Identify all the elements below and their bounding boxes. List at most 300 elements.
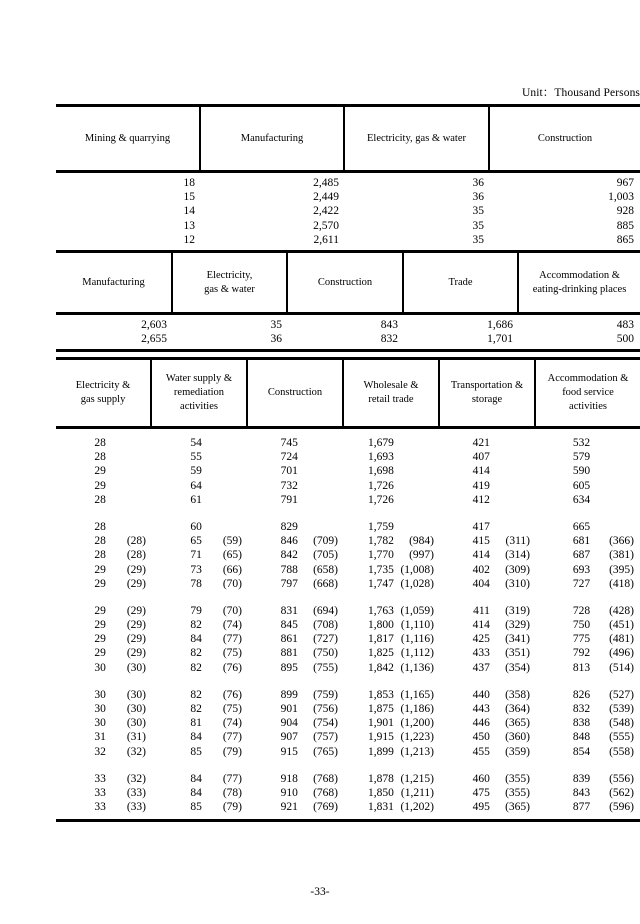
data-cell-value: 440 xyxy=(472,688,490,701)
data-cell-parenthetical: (1,116) xyxy=(400,633,434,646)
data-cell-value: 1,850 xyxy=(368,786,394,799)
data-cell-value: 1,842 xyxy=(368,661,394,674)
data-cell xyxy=(440,618,536,632)
data-cell-parenthetical xyxy=(396,464,440,478)
data-cell-parenthetical: (708) xyxy=(313,619,338,632)
data-cell xyxy=(152,786,248,800)
data-cell xyxy=(56,548,152,562)
data-cell-parenthetical: (527) xyxy=(609,688,634,701)
table-row xyxy=(56,702,640,716)
data-cell-parenthetical: (558) xyxy=(609,745,634,758)
data-cell-value: 907 xyxy=(280,731,298,744)
data-cell xyxy=(248,493,344,507)
row-group-spacer xyxy=(56,507,640,520)
data-cell xyxy=(56,688,152,702)
data-cell-value: 1,825 xyxy=(368,647,394,660)
data-cell-value: 1,782 xyxy=(368,535,394,548)
data-cell xyxy=(56,577,152,591)
data-cell xyxy=(440,702,536,716)
data-cell-value: 419 xyxy=(472,479,490,492)
data-cell-parenthetical xyxy=(204,493,248,507)
data-cell-parenthetical: (381) xyxy=(609,549,634,562)
data-cell xyxy=(248,563,344,577)
data-cell: 36 xyxy=(270,333,282,346)
data-cell xyxy=(152,730,248,744)
data-cell xyxy=(56,702,152,716)
data-cell-value: 411 xyxy=(473,604,490,617)
data-cell xyxy=(152,688,248,702)
data-cell-parenthetical xyxy=(592,436,640,450)
data-cell-value: 450 xyxy=(472,731,490,744)
data-cell-parenthetical: (1,136) xyxy=(400,661,434,674)
data-cell-parenthetical: (354) xyxy=(505,661,530,674)
data-cell-value: 28 xyxy=(94,520,106,533)
data-cell-parenthetical xyxy=(300,436,344,450)
data-cell-parenthetical: (1,008) xyxy=(400,563,434,576)
column-header-label: Wholesale & retail trade xyxy=(363,380,419,405)
data-cell-value: 421 xyxy=(472,437,490,449)
data-cell xyxy=(344,688,440,702)
data-cell xyxy=(344,772,440,786)
data-cell xyxy=(536,563,640,577)
data-cell-parenthetical: (428) xyxy=(609,604,634,617)
data-cell-value: 446 xyxy=(472,717,490,730)
data-cell-value: 915 xyxy=(280,745,298,758)
data-cell xyxy=(56,436,152,450)
data-cell-parenthetical: (395) xyxy=(609,563,634,576)
data-cell-parenthetical: (74) xyxy=(222,619,242,632)
data-cell-value: 832 xyxy=(572,703,591,715)
data-cell xyxy=(536,493,640,507)
data-cell-value: 845 xyxy=(280,619,298,632)
data-cell-value: 414 xyxy=(472,619,490,632)
data-cell-value: 29 xyxy=(94,647,106,660)
data-cell xyxy=(344,604,440,618)
data-cell xyxy=(344,479,440,493)
data-cell xyxy=(536,618,640,632)
data-cell: 1,686 xyxy=(487,319,513,331)
column-header xyxy=(490,107,640,170)
data-cell xyxy=(440,772,536,786)
data-cell-parenthetical: (75) xyxy=(222,703,242,715)
data-cell-parenthetical: (319) xyxy=(505,604,530,617)
data-cell-value: 443 xyxy=(472,703,490,715)
data-cell-parenthetical: (32) xyxy=(126,745,146,758)
table-row xyxy=(56,716,640,730)
data-cell-parenthetical: (355) xyxy=(505,786,530,799)
data-cell-value: 29 xyxy=(94,604,106,617)
data-cell-value: 634 xyxy=(572,493,591,506)
data-cell-value: 728 xyxy=(572,604,591,617)
table-row xyxy=(56,332,640,346)
data-cell xyxy=(344,618,440,632)
data-cell-parenthetical: (1,213) xyxy=(400,745,434,758)
data-cell-value: 797 xyxy=(280,577,298,590)
table-row xyxy=(56,730,640,744)
data-cell-parenthetical xyxy=(300,520,344,534)
data-cell-value: 590 xyxy=(572,465,591,478)
data-cell xyxy=(440,730,536,744)
table-2-bottom-rule xyxy=(56,349,640,352)
data-cell-value: 1,878 xyxy=(368,772,394,785)
data-cell-value: 775 xyxy=(572,633,591,646)
data-cell xyxy=(152,772,248,786)
data-cell xyxy=(248,661,344,675)
table-row xyxy=(56,464,640,478)
data-cell-value: 85 xyxy=(190,745,202,758)
column-header-label: Transportation & storage xyxy=(450,380,524,405)
table-2 xyxy=(56,250,640,352)
table-row xyxy=(56,436,640,450)
data-cell xyxy=(248,745,344,759)
data-cell-value: 1,853 xyxy=(368,688,394,701)
data-cell xyxy=(344,786,440,800)
data-cell-value: 84 xyxy=(190,786,202,799)
table-3-bottom-rule xyxy=(56,819,640,822)
data-cell-value: 895 xyxy=(280,661,298,674)
data-cell-value: 28 xyxy=(94,493,106,506)
data-cell xyxy=(248,772,344,786)
data-cell-value: 414 xyxy=(472,465,490,478)
data-cell-parenthetical: (555) xyxy=(609,731,634,744)
data-cell-value: 82 xyxy=(190,661,202,674)
data-cell xyxy=(440,632,536,646)
data-cell-value: 854 xyxy=(572,745,591,758)
data-cell xyxy=(248,786,344,800)
table-1-header-row xyxy=(56,107,640,170)
data-cell xyxy=(56,730,152,744)
data-cell-parenthetical: (727) xyxy=(313,633,338,646)
data-cell xyxy=(344,534,440,548)
data-cell xyxy=(248,632,344,646)
data-cell-parenthetical: (1,215) xyxy=(400,772,434,785)
data-cell-parenthetical xyxy=(492,520,536,534)
data-cell-value: 1,901 xyxy=(368,717,394,730)
data-cell xyxy=(440,450,536,464)
table-row xyxy=(56,745,640,759)
data-cell-parenthetical: (359) xyxy=(505,745,530,758)
data-cell-value: 910 xyxy=(280,786,298,799)
table-row xyxy=(56,786,640,800)
data-cell-parenthetical: (311) xyxy=(505,535,530,548)
data-cell-value: 1,726 xyxy=(368,493,394,506)
data-cell xyxy=(56,493,152,507)
data-cell-parenthetical: (768) xyxy=(313,786,338,799)
data-cell xyxy=(152,618,248,632)
data-cell-parenthetical: (365) xyxy=(505,717,530,730)
table-row xyxy=(56,604,640,618)
table-row xyxy=(56,688,640,702)
table-row xyxy=(56,520,640,534)
data-cell-parenthetical: (997) xyxy=(409,549,434,562)
data-cell xyxy=(56,618,152,632)
data-cell-value: 846 xyxy=(280,535,298,548)
data-cell-value: 831 xyxy=(280,604,298,617)
data-cell xyxy=(152,632,248,646)
data-cell-value: 417 xyxy=(472,520,490,533)
data-cell xyxy=(56,786,152,800)
data-cell-parenthetical: (77) xyxy=(222,731,242,744)
data-cell-parenthetical: (556) xyxy=(609,772,634,785)
column-header-label: Water supply & remediation activities xyxy=(165,373,233,412)
data-cell xyxy=(344,577,440,591)
data-cell-parenthetical: (1,200) xyxy=(400,717,434,730)
data-cell-value: 402 xyxy=(472,563,490,576)
data-cell-parenthetical: (418) xyxy=(609,577,634,590)
data-cell xyxy=(536,702,640,716)
data-cell xyxy=(152,436,248,450)
data-cell-value: 532 xyxy=(572,437,591,449)
column-header xyxy=(288,253,404,312)
data-cell-parenthetical: (329) xyxy=(505,619,530,632)
table-1 xyxy=(56,104,640,253)
data-cell-parenthetical: (70) xyxy=(222,604,242,617)
data-cell-parenthetical: (28) xyxy=(126,549,146,562)
data-cell-value: 30 xyxy=(94,703,106,715)
data-cell-parenthetical: (33) xyxy=(126,786,146,799)
data-cell xyxy=(56,464,152,478)
data-cell xyxy=(248,479,344,493)
data-cell-parenthetical xyxy=(396,520,440,534)
data-cell-parenthetical: (76) xyxy=(222,661,242,674)
data-cell-parenthetical: (451) xyxy=(609,619,634,632)
column-header-label: Manufacturing xyxy=(240,132,304,144)
data-cell-parenthetical xyxy=(300,450,344,464)
data-cell-value: 904 xyxy=(280,717,298,730)
column-header xyxy=(173,253,288,312)
data-cell xyxy=(440,493,536,507)
data-cell xyxy=(344,632,440,646)
column-header xyxy=(201,107,345,170)
data-cell-parenthetical: (29) xyxy=(126,563,146,576)
data-cell-parenthetical: (79) xyxy=(222,745,242,758)
data-cell xyxy=(440,604,536,618)
data-cell xyxy=(152,577,248,591)
data-cell-value: 82 xyxy=(190,688,202,701)
data-cell: 1,003 xyxy=(608,191,634,204)
data-cell-value: 1,770 xyxy=(368,549,394,562)
data-cell-parenthetical: (29) xyxy=(126,577,146,590)
data-cell-value: 84 xyxy=(190,633,202,646)
data-cell: 928 xyxy=(616,205,634,218)
row-group-spacer xyxy=(56,675,640,688)
data-cell-value: 71 xyxy=(190,549,202,562)
data-cell-parenthetical: (358) xyxy=(505,688,530,701)
data-cell-parenthetical: (66) xyxy=(222,563,242,576)
data-cell: 500 xyxy=(616,333,634,346)
data-cell-parenthetical xyxy=(396,493,440,507)
table-row xyxy=(56,190,640,204)
column-header xyxy=(56,107,201,170)
data-cell xyxy=(344,730,440,744)
data-cell xyxy=(56,450,152,464)
data-cell xyxy=(440,800,536,814)
data-cell xyxy=(536,450,640,464)
data-cell xyxy=(536,716,640,730)
data-cell-value: 1,875 xyxy=(368,703,394,715)
row-group-spacer xyxy=(56,759,640,772)
data-cell-value: 1,831 xyxy=(368,801,394,814)
data-cell-value: 839 xyxy=(572,772,591,785)
data-cell xyxy=(536,632,640,646)
data-cell-value: 1,763 xyxy=(368,604,394,617)
column-header-label: Electricity, gas & water xyxy=(366,132,467,144)
data-cell-value: 1,693 xyxy=(368,451,394,464)
table-3-header-row xyxy=(56,360,640,426)
data-cell-value: 665 xyxy=(572,520,591,533)
data-cell xyxy=(152,520,248,534)
data-cell-parenthetical xyxy=(300,464,344,478)
data-cell xyxy=(248,618,344,632)
data-cell xyxy=(152,450,248,464)
data-cell-parenthetical xyxy=(300,479,344,493)
data-cell-parenthetical: (365) xyxy=(505,801,530,814)
column-header-label: Trade xyxy=(448,276,473,288)
data-cell-value: 791 xyxy=(280,493,298,506)
table-row xyxy=(56,548,640,562)
data-cell xyxy=(152,604,248,618)
data-cell-parenthetical xyxy=(592,493,640,507)
column-header xyxy=(248,360,344,426)
data-cell-parenthetical: (709) xyxy=(313,535,338,548)
data-cell xyxy=(440,745,536,759)
table-2-body xyxy=(56,315,640,346)
data-cell xyxy=(440,464,536,478)
data-cell-parenthetical: (310) xyxy=(505,577,530,590)
data-cell xyxy=(440,646,536,660)
data-cell xyxy=(344,646,440,660)
data-cell-value: 29 xyxy=(94,479,106,492)
table-row xyxy=(56,318,640,332)
data-cell-value: 918 xyxy=(280,772,298,785)
data-cell-parenthetical: (351) xyxy=(505,647,530,660)
data-cell-value: 30 xyxy=(94,688,106,701)
data-cell-value: 1,817 xyxy=(368,633,394,646)
data-cell xyxy=(440,436,536,450)
data-cell xyxy=(536,520,640,534)
table-row xyxy=(56,233,640,247)
data-cell-value: 84 xyxy=(190,731,202,744)
data-cell xyxy=(56,745,152,759)
data-cell xyxy=(440,577,536,591)
data-cell-parenthetical: (30) xyxy=(126,688,146,701)
data-cell-value: 881 xyxy=(280,647,298,660)
data-cell-value: 579 xyxy=(572,451,591,464)
data-cell-value: 60 xyxy=(190,520,202,533)
data-cell-value: 32 xyxy=(94,745,106,758)
data-cell xyxy=(536,745,640,759)
data-cell: 885 xyxy=(616,219,634,232)
data-cell-parenthetical: (31) xyxy=(126,731,146,744)
data-cell-parenthetical: (364) xyxy=(505,703,530,715)
data-cell: 967 xyxy=(616,177,634,189)
data-cell xyxy=(536,436,640,450)
data-cell xyxy=(152,716,248,730)
data-cell xyxy=(56,534,152,548)
table-3-body xyxy=(56,429,640,814)
data-cell-parenthetical: (30) xyxy=(126,717,146,730)
data-cell-parenthetical: (77) xyxy=(222,633,242,646)
data-cell xyxy=(536,604,640,618)
data-cell-value: 54 xyxy=(190,437,202,449)
data-cell-value: 1,915 xyxy=(368,731,394,744)
data-cell-value: 724 xyxy=(280,451,298,464)
data-cell-parenthetical xyxy=(492,464,536,478)
data-cell-value: 732 xyxy=(280,479,298,492)
data-cell-parenthetical: (1,202) xyxy=(400,801,434,814)
data-cell xyxy=(248,577,344,591)
data-cell-value: 64 xyxy=(190,479,202,492)
data-cell-value: 55 xyxy=(190,451,202,464)
data-cell-value: 30 xyxy=(94,661,106,674)
data-cell xyxy=(536,577,640,591)
data-cell xyxy=(152,563,248,577)
data-cell xyxy=(536,464,640,478)
data-cell xyxy=(536,772,640,786)
data-cell-parenthetical: (29) xyxy=(126,633,146,646)
data-cell-parenthetical: (79) xyxy=(222,801,242,814)
data-cell-parenthetical: (750) xyxy=(313,647,338,660)
data-cell-value: 433 xyxy=(472,647,490,660)
data-cell-parenthetical xyxy=(396,479,440,493)
table-row xyxy=(56,493,640,507)
data-cell xyxy=(248,800,344,814)
column-header xyxy=(56,360,152,426)
data-cell: 14 xyxy=(183,205,195,218)
data-cell-parenthetical: (341) xyxy=(505,633,530,646)
data-cell-parenthetical: (1,112) xyxy=(400,647,434,660)
table-row xyxy=(56,646,640,660)
data-cell: 18 xyxy=(183,177,195,189)
data-cell-parenthetical xyxy=(300,493,344,507)
data-cell-parenthetical: (30) xyxy=(126,661,146,674)
data-cell-parenthetical: (596) xyxy=(609,801,634,814)
data-cell-parenthetical xyxy=(396,450,440,464)
data-cell-parenthetical: (756) xyxy=(313,703,338,715)
data-cell-parenthetical: (59) xyxy=(222,535,242,548)
column-header xyxy=(344,360,440,426)
data-cell xyxy=(536,800,640,814)
data-cell xyxy=(152,464,248,478)
data-cell xyxy=(56,661,152,675)
data-cell xyxy=(344,450,440,464)
data-cell-parenthetical: (481) xyxy=(609,633,634,646)
data-cell: 35 xyxy=(472,205,484,218)
data-cell-value: 1,679 xyxy=(368,437,394,449)
data-cell xyxy=(248,534,344,548)
data-cell xyxy=(536,548,640,562)
data-cell-parenthetical: (76) xyxy=(222,688,242,701)
data-cell-parenthetical xyxy=(108,464,152,478)
data-cell xyxy=(152,661,248,675)
data-cell-parenthetical: (658) xyxy=(313,563,338,576)
data-cell-value: 84 xyxy=(190,772,202,785)
data-cell xyxy=(344,493,440,507)
data-cell-parenthetical xyxy=(204,479,248,493)
data-cell-parenthetical: (75) xyxy=(222,647,242,660)
data-cell xyxy=(152,702,248,716)
data-cell-value: 31 xyxy=(94,731,106,744)
table-row xyxy=(56,800,640,814)
table-row xyxy=(56,563,640,577)
table-row xyxy=(56,479,640,493)
data-cell-parenthetical: (1,028) xyxy=(400,577,434,590)
data-cell xyxy=(440,548,536,562)
data-cell-value: 78 xyxy=(190,577,202,590)
table-row xyxy=(56,577,640,591)
data-cell-value: 28 xyxy=(94,451,106,464)
column-header-label: Construction xyxy=(537,132,593,144)
